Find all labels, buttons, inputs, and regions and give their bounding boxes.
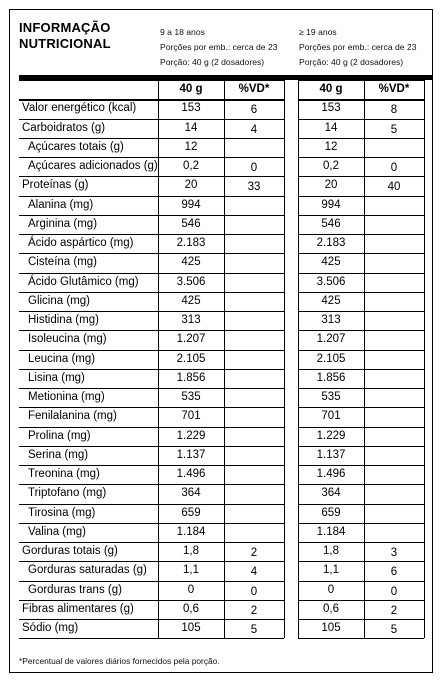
amount-19-plus: 105 <box>321 622 341 634</box>
nutrient-label: Cisteína (mg) <box>28 256 98 269</box>
vd-9-18 <box>224 313 284 332</box>
vd-9-18: 2 <box>250 604 258 617</box>
row-rule <box>298 80 424 81</box>
column-rule <box>284 80 285 638</box>
nutrient-label: Carboidratos (g) <box>22 121 106 134</box>
nutrient-label: Serina (mg) <box>28 448 89 461</box>
group-portion: Porção: 40 g (2 dosadores) <box>160 57 265 67</box>
vd-9-18: 5 <box>250 624 258 636</box>
amount-9-18: 364 <box>181 487 201 500</box>
nutrient-label: Prolina (mg) <box>28 429 91 442</box>
vd-9-18: 0 <box>250 585 258 598</box>
amount-19-plus: 2.183 <box>316 237 346 249</box>
amount-9-18: 535 <box>181 391 201 403</box>
amount-9-18: 1,1 <box>183 564 199 577</box>
nutrient-label: Proteínas (g) <box>22 179 89 192</box>
amount-19-plus: 1.184 <box>316 525 346 538</box>
amount-9-18: 105 <box>181 622 201 634</box>
amount-19-plus: 1,8 <box>323 545 339 557</box>
amount-19-plus: 659 <box>321 506 341 519</box>
vd-19-plus: 3 <box>390 547 398 559</box>
footnote: *Percentual de valores diários fornecidos pela porção. <box>19 656 220 666</box>
amount-19-plus: 994 <box>321 198 341 211</box>
nutrient-label: Valina (mg) <box>28 525 86 538</box>
amount-19-plus: 1.856 <box>316 371 346 384</box>
nutrient-label: Histidina (mg) <box>28 314 99 326</box>
vd-9-18 <box>224 486 284 505</box>
amount-19-plus: 1.496 <box>316 468 346 480</box>
amount-19-plus: 20 <box>324 179 338 192</box>
title-line-1: INFORMAÇÃO <box>19 20 111 35</box>
amount-9-18: 0,6 <box>183 602 199 615</box>
group-age: 9 a 18 anos <box>160 27 205 37</box>
nutrient-label: Fibras alimentares (g) <box>22 602 134 615</box>
amount-9-18: 425 <box>181 294 201 307</box>
amount-9-18: 3.506 <box>176 275 206 288</box>
column-rule <box>424 80 425 638</box>
amount-19-plus: 1,1 <box>323 564 339 577</box>
amount-19-plus: 425 <box>321 256 341 269</box>
nutrient-label: Isoleucina (mg) <box>28 333 107 346</box>
vd-19-plus <box>364 294 424 313</box>
amount-9-18: 1.229 <box>176 429 206 442</box>
nutrient-label: Treonina (mg) <box>28 468 100 480</box>
vd-9-18: 4 <box>250 123 258 136</box>
amount-9-18: 2.105 <box>176 352 206 365</box>
amount-19-plus: 313 <box>321 314 341 326</box>
vd-9-18 <box>224 448 284 467</box>
vd-19-plus <box>364 486 424 505</box>
vd-9-18 <box>224 467 284 486</box>
amount-19-plus: 1.137 <box>316 448 346 461</box>
amount-9-18: 546 <box>181 217 201 230</box>
nutrient-label: Lisina (mg) <box>28 371 85 384</box>
vd-19-plus <box>364 332 424 351</box>
vd-9-18 <box>224 332 284 351</box>
col-header-amount-1: 40 g <box>179 83 203 95</box>
amount-9-18: 20 <box>184 179 198 192</box>
group-header-19-plus <box>299 25 417 70</box>
group-header-9-18 <box>160 25 278 70</box>
nutrient-label: Ácido aspártico (mg) <box>28 237 134 249</box>
nutrient-label: Gorduras saturadas (g) <box>28 564 147 577</box>
amount-19-plus: 0,6 <box>323 602 339 615</box>
amount-9-18: 0 <box>187 583 195 596</box>
amount-19-plus: 425 <box>321 294 341 307</box>
vd-9-18 <box>224 217 284 236</box>
nutrient-label: Arginina (mg) <box>28 217 98 230</box>
amount-19-plus: 0 <box>327 583 335 596</box>
amount-19-plus: 14 <box>324 121 338 134</box>
vd-19-plus <box>364 255 424 274</box>
vd-19-plus <box>364 525 424 544</box>
amount-9-18: 0,2 <box>183 160 199 172</box>
group-portions: Porções por emb.: cerca de 23 <box>299 42 417 52</box>
nutrient-label: Açúcares totais (g) <box>28 140 124 153</box>
vd-9-18 <box>224 506 284 525</box>
amount-9-18: 425 <box>181 256 201 269</box>
nutrient-label: Leucina (mg) <box>28 352 96 365</box>
nutrient-label: Metionina (mg) <box>28 391 105 403</box>
amount-19-plus: 12 <box>324 140 338 153</box>
amount-19-plus: 535 <box>321 391 341 403</box>
title-line-2: NUTRICIONAL <box>19 36 111 51</box>
vd-9-18 <box>224 255 284 274</box>
vd-19-plus <box>364 313 424 332</box>
vd-19-plus <box>364 506 424 525</box>
nutrient-label: Valor energético (kcal) <box>22 102 137 115</box>
vd-19-plus: 0 <box>390 585 398 598</box>
vd-9-18 <box>224 525 284 544</box>
vd-9-18: 0 <box>250 162 258 174</box>
nutrient-label: Glicina (mg) <box>28 294 90 307</box>
col-header-amount-2: 40 g <box>319 83 343 95</box>
col-header-vd-2: %VD* <box>378 83 410 95</box>
group-portions: Porções por emb.: cerca de 23 <box>160 42 278 52</box>
vd-9-18 <box>224 352 284 371</box>
col-header-vd-1: %VD* <box>238 83 270 95</box>
amount-9-18: 701 <box>181 410 201 423</box>
amount-9-18: 2.183 <box>176 237 206 249</box>
amount-9-18: 313 <box>181 314 201 326</box>
vd-19-plus <box>364 409 424 428</box>
amount-9-18: 1.856 <box>176 371 206 384</box>
vd-9-18: 6 <box>250 104 258 117</box>
amount-19-plus: 1.207 <box>316 333 346 346</box>
amount-9-18: 14 <box>184 121 198 134</box>
vd-9-18 <box>224 198 284 217</box>
amount-19-plus: 3.506 <box>316 275 346 288</box>
vd-19-plus <box>364 390 424 409</box>
vd-19-plus <box>364 371 424 390</box>
amount-19-plus: 0,2 <box>323 160 339 172</box>
table-title <box>19 20 111 52</box>
vd-19-plus <box>364 217 424 236</box>
amount-9-18: 659 <box>181 506 201 519</box>
amount-9-18: 153 <box>181 102 201 115</box>
vd-9-18 <box>224 371 284 390</box>
vd-19-plus: 2 <box>390 604 398 617</box>
amount-9-18: 1.137 <box>176 448 206 461</box>
vd-9-18 <box>224 236 284 255</box>
vd-9-18 <box>224 140 284 159</box>
vd-19-plus: 6 <box>390 566 398 579</box>
nutrient-label: Açúcares adicionados (g) <box>28 160 158 172</box>
row-rule <box>19 80 284 81</box>
vd-9-18 <box>224 275 284 294</box>
group-age: ≥ 19 anos <box>299 27 337 37</box>
nutrient-label: Sódio (mg) <box>22 622 79 634</box>
vd-19-plus: 5 <box>390 624 398 636</box>
amount-9-18: 12 <box>184 140 198 153</box>
amount-9-18: 1.207 <box>176 333 206 346</box>
vd-19-plus <box>364 140 424 159</box>
vd-19-plus: 40 <box>387 181 401 194</box>
vd-19-plus: 8 <box>390 104 398 117</box>
vd-19-plus <box>364 198 424 217</box>
amount-9-18: 1.496 <box>176 468 206 480</box>
vd-9-18: 2 <box>250 547 258 559</box>
vd-19-plus: 0 <box>390 162 398 174</box>
vd-19-plus <box>364 352 424 371</box>
amount-9-18: 1,8 <box>183 545 199 557</box>
amount-9-18: 994 <box>181 198 201 211</box>
vd-19-plus <box>364 236 424 255</box>
nutrient-label: Ácido Glutâmico (mg) <box>28 275 139 288</box>
nutrient-label: Gorduras totais (g) <box>22 545 118 557</box>
vd-9-18: 4 <box>250 566 258 579</box>
vd-9-18 <box>224 409 284 428</box>
nutrient-label: Alanina (mg) <box>28 198 94 211</box>
nutrient-label: Triptofano (mg) <box>28 487 107 500</box>
vd-19-plus: 5 <box>390 123 398 136</box>
amount-19-plus: 701 <box>321 410 341 423</box>
vd-19-plus <box>364 448 424 467</box>
amount-19-plus: 364 <box>321 487 341 500</box>
vd-19-plus <box>364 429 424 448</box>
amount-19-plus: 153 <box>321 102 341 115</box>
amount-19-plus: 2.105 <box>316 352 346 365</box>
vd-9-18 <box>224 429 284 448</box>
vd-9-18 <box>224 390 284 409</box>
vd-9-18: 33 <box>247 181 261 194</box>
amount-19-plus: 546 <box>321 217 341 230</box>
amount-19-plus: 1.229 <box>316 429 346 442</box>
nutrient-label: Fenilalanina (mg) <box>28 410 117 423</box>
amount-9-18: 1.184 <box>176 525 206 538</box>
vd-19-plus <box>364 275 424 294</box>
nutrient-label: Gorduras trans (g) <box>28 583 122 596</box>
nutrient-label: Tirosina (mg) <box>28 506 96 519</box>
group-portion: Porção: 40 g (2 dosadores) <box>299 57 404 67</box>
vd-9-18 <box>224 294 284 313</box>
vd-19-plus <box>364 467 424 486</box>
